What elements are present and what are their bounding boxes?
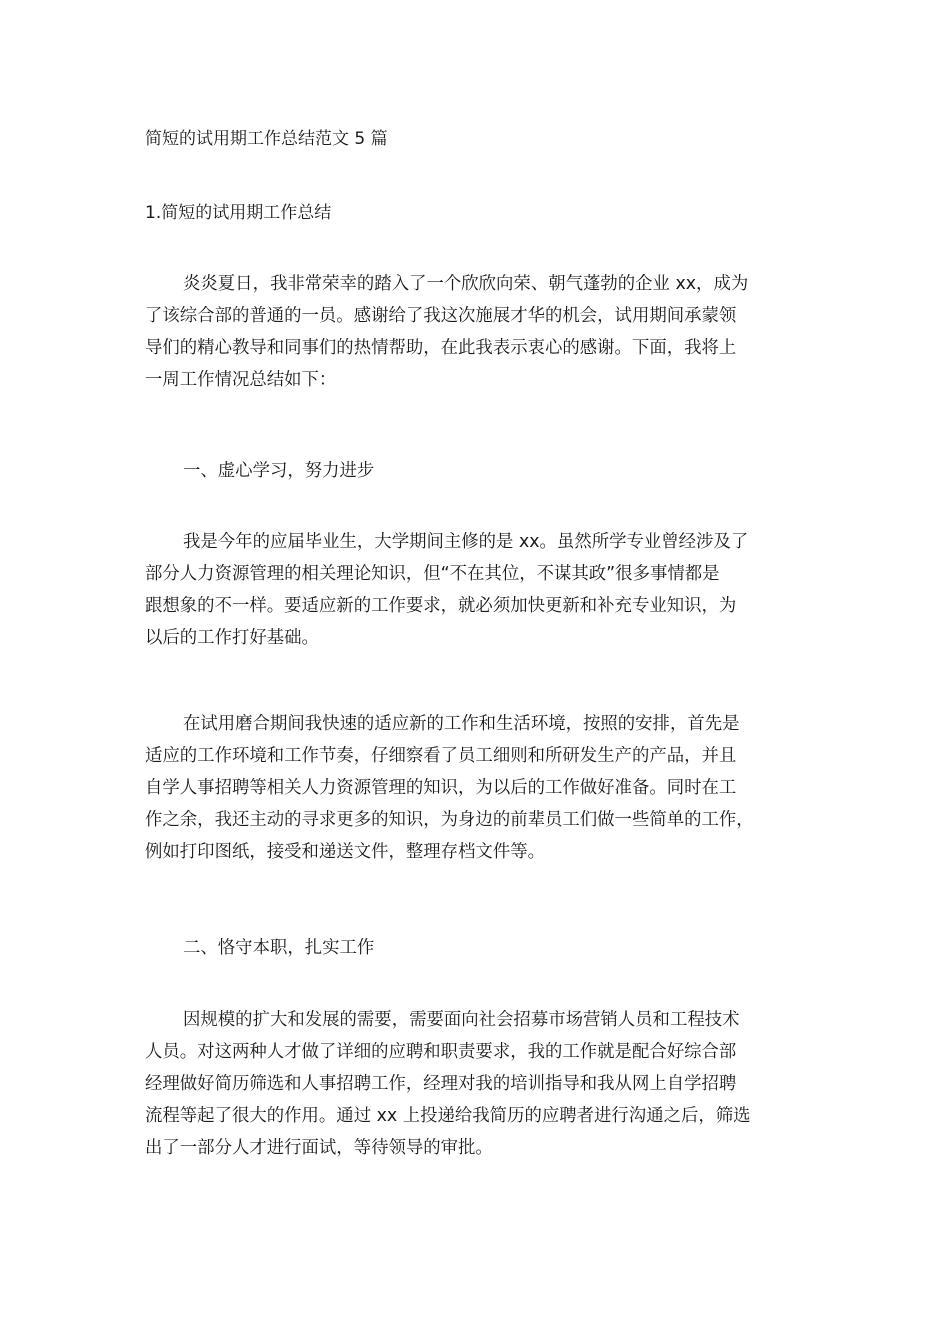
paragraph-line: 因规模的扩大和发展的需要，需要面向社会招募市场营销人员和工程技术 bbox=[183, 1010, 740, 1030]
paragraph-line: 人员。对这两种人才做了详细的应聘和职责要求，我的工作就是配合好综合部 bbox=[145, 1042, 737, 1062]
paragraph-line: 以后的工作打好基础。 bbox=[145, 628, 319, 648]
paragraph-line: 跟想象的不一样。要适应新的工作要求，就必须加快更新和补充专业知识，为 bbox=[145, 596, 737, 616]
paragraph-line: 导们的精心教导和同事们的热情帮助，在此我表示衷心的感谢。下面，我将上 bbox=[145, 338, 737, 358]
paragraph-line: 了该综合部的普通的一员。感谢给了我这次施展才华的机会，试用期间承蒙领 bbox=[145, 306, 737, 326]
paragraph-intro bbox=[145, 268, 825, 396]
paragraph-study bbox=[145, 526, 825, 654]
paragraph-line: 自学人事招聘等相关人力资源管理的知识，为以后的工作做好准备。同时在工 bbox=[145, 778, 737, 798]
paragraph-line: 出了一部分人才进行面试，等待领导的审批。 bbox=[145, 1138, 493, 1158]
subheading-1-block bbox=[145, 455, 825, 487]
paragraph-line: 作之余，我还主动的寻求更多的知识，为身边的前辈员工们做一些简单的工作， bbox=[145, 810, 754, 830]
paragraph-line: 经理做好简历筛选和人事招聘工作，经理对我的培训指导和我从网上自学招聘 bbox=[145, 1074, 737, 1094]
paragraph-line: 我是今年的应届毕业生，大学期间主修的是 xx。虽然所学专业曾经涉及了 bbox=[183, 532, 749, 552]
section-title: 1.简短的试用期工作总结 bbox=[145, 203, 332, 223]
paragraph-line: 部分人力资源管理的相关理论知识，但“不在其位，不谋其政”很多事情都是 bbox=[145, 564, 720, 584]
document-title: 简短的试用期工作总结范文 5 篇 bbox=[145, 129, 388, 149]
subheading-2-block bbox=[145, 932, 825, 964]
subheading-duty: 二、恪守本职，扎实工作 bbox=[183, 938, 375, 958]
paragraph-line: 炎炎夏日，我非常荣幸的踏入了一个欣欣向荣、朝气蓬勃的企业 xx，成为 bbox=[183, 274, 749, 294]
paragraph-recruiting bbox=[145, 1004, 825, 1164]
subheading-learning: 一、虚心学习，努力进步 bbox=[183, 461, 375, 481]
paragraph-line: 例如打印图纸，接受和递送文件，整理存档文件等。 bbox=[145, 842, 545, 862]
paragraph-line: 一周工作情况总结如下： bbox=[145, 370, 337, 390]
paragraph-line: 在试用磨合期间我快速的适应新的工作和生活环境，按照的安排，首先是 bbox=[183, 714, 740, 734]
paragraph-adapt bbox=[145, 708, 825, 868]
paragraph-line: 流程等起了很大的作用。通过 xx 上投递给我简历的应聘者进行沟通之后，筛选 bbox=[145, 1106, 751, 1126]
paragraph-line: 适应的工作环境和工作节奏，仔细察看了员工细则和所研发生产的产品，并且 bbox=[145, 746, 737, 766]
